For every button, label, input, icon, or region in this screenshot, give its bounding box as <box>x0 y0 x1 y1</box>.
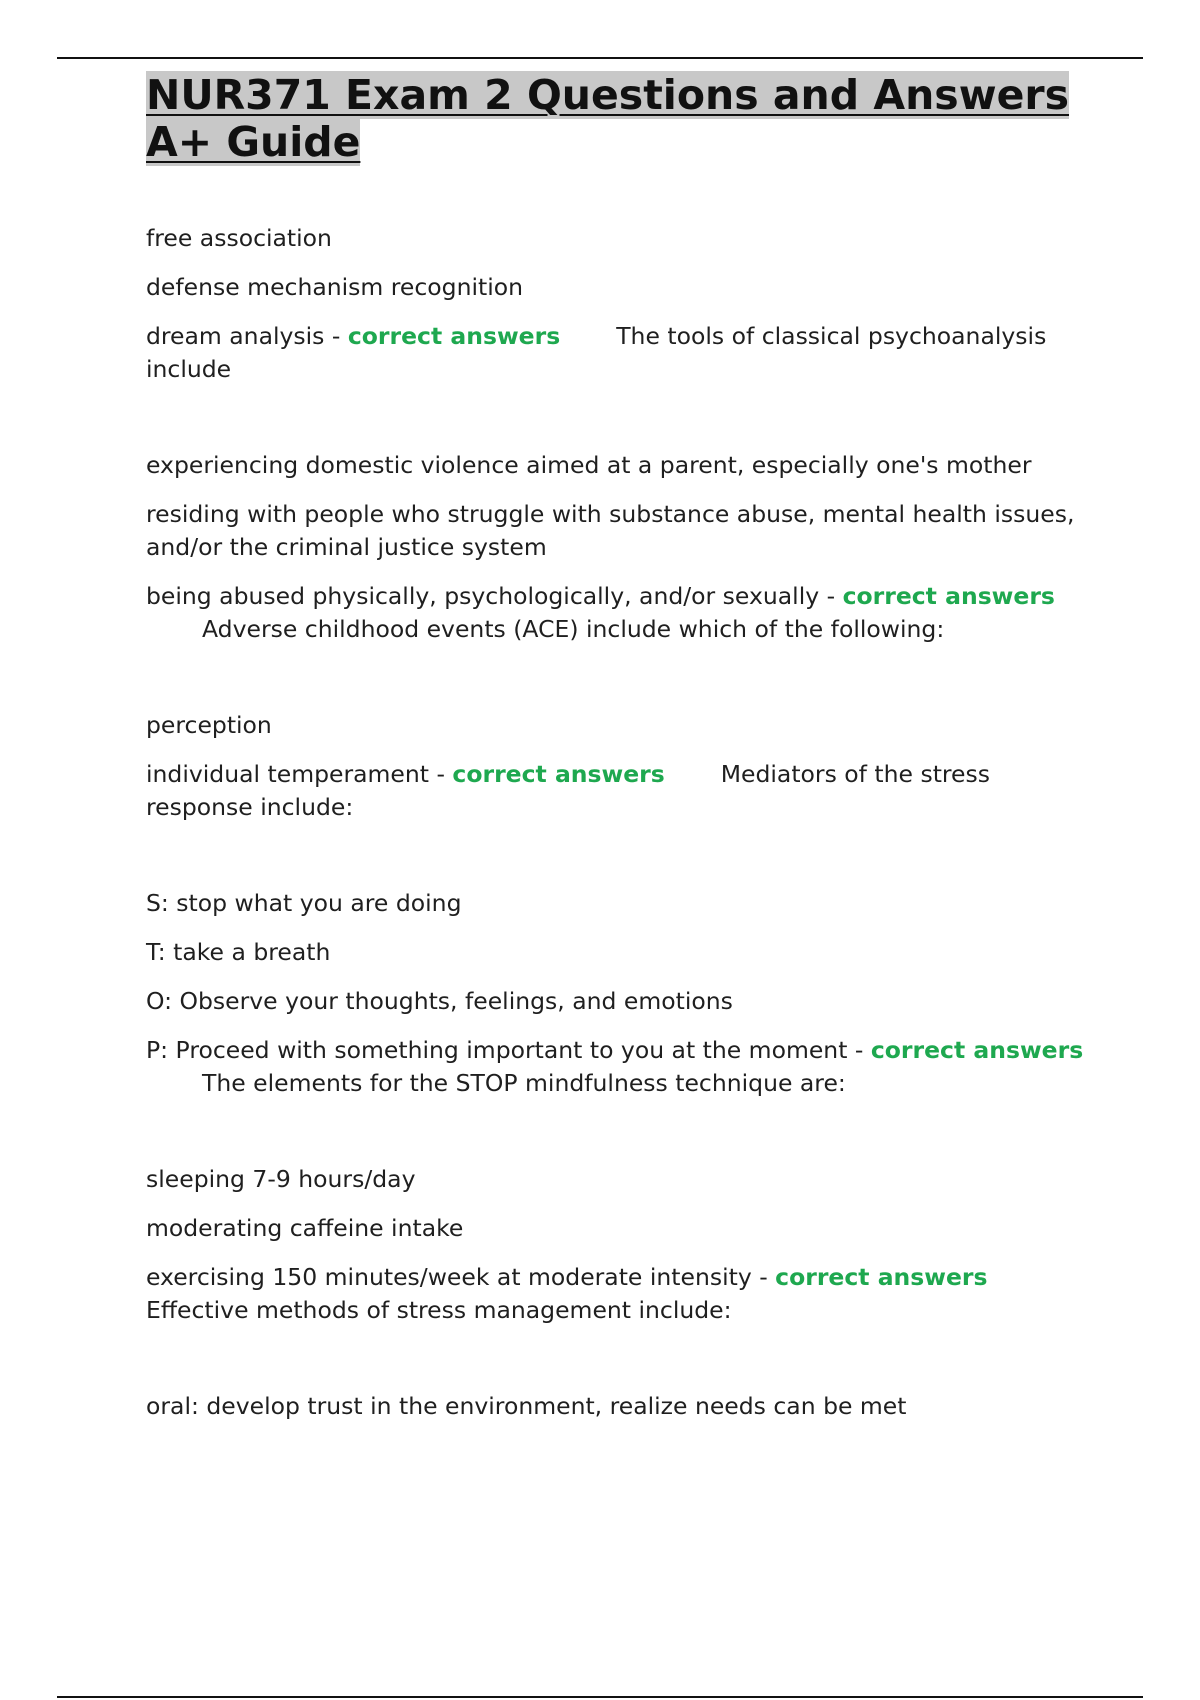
answer-line: P: Proceed with something important to you at the moment - correct answersThe elements for the STOP mindfulness technique are: <box>146 1036 1084 1097</box>
answer-line: dream analysis - correct answers The tools of classical psychoanalysis include <box>146 322 1047 383</box>
correct-answers-label: correct answers <box>347 322 561 350</box>
header-rule <box>57 57 1143 59</box>
option: being abused physically, psychologically, and/or sexually <box>146 582 820 610</box>
option: defense mechanism recognition <box>146 273 524 301</box>
footer-rule <box>57 1696 1143 1698</box>
option: experiencing domestic violence aimed at a parent, especially one's mother <box>146 451 1032 479</box>
option: O: Observe your thoughts, feelings, and emotions <box>146 987 733 1015</box>
option: residing with people who struggle with substance abuse, mental health issues, and/or the criminal justice system <box>146 500 1075 561</box>
trailing-option: oral: develop trust in the environment, realize needs can be met <box>146 1392 907 1420</box>
option: perception <box>146 711 272 739</box>
correct-answers-label: correct answers <box>775 1263 988 1291</box>
question-text: Adverse childhood events (ACE) include which of the following: <box>202 615 945 643</box>
option: sleeping 7-9 hours/day <box>146 1165 416 1193</box>
qa-item <box>146 887 1096 1100</box>
option: S: stop what you are doing <box>146 889 462 917</box>
option: individual temperament <box>146 760 429 788</box>
document-title: NUR371 Exam 2 Questions and Answers A+ Guide <box>146 71 1070 166</box>
document-body <box>146 72 1096 1423</box>
answer-line: individual temperament - correct answers Mediators of the stress response include: <box>146 760 991 821</box>
option: T: take a breath <box>146 938 331 966</box>
correct-answers-label: correct answers <box>842 582 1055 610</box>
qa-item <box>146 1163 1096 1327</box>
option: free association <box>146 224 332 252</box>
option: P: Proceed with something important to you at the moment <box>146 1036 848 1064</box>
answer-line: being abused physically, psychologically, and/or sexually - correct answersAdverse childhood events (ACE) include which of the following: <box>146 582 1055 643</box>
qa-item <box>146 222 1096 386</box>
correct-answers-label: correct answers <box>452 760 665 788</box>
option: exercising 150 minutes/week at moderate intensity <box>146 1263 752 1291</box>
option: dream analysis <box>146 322 325 350</box>
question-text: The tools of classical psychoanalysis include <box>146 322 1047 383</box>
correct-answers-label: correct answers <box>870 1036 1084 1064</box>
answer-line: exercising 150 minutes/week at moderate intensity - correct answersEffective methods of stress management include: <box>146 1263 988 1324</box>
option: moderating caffeine intake <box>146 1214 464 1242</box>
question-text: Effective methods of stress management include: <box>146 1296 732 1324</box>
question-text: The elements for the STOP mindfulness technique are: <box>202 1069 846 1097</box>
qa-item <box>146 709 1096 824</box>
qa-item <box>146 449 1096 646</box>
question-text: Mediators of the stress response include: <box>146 760 991 821</box>
